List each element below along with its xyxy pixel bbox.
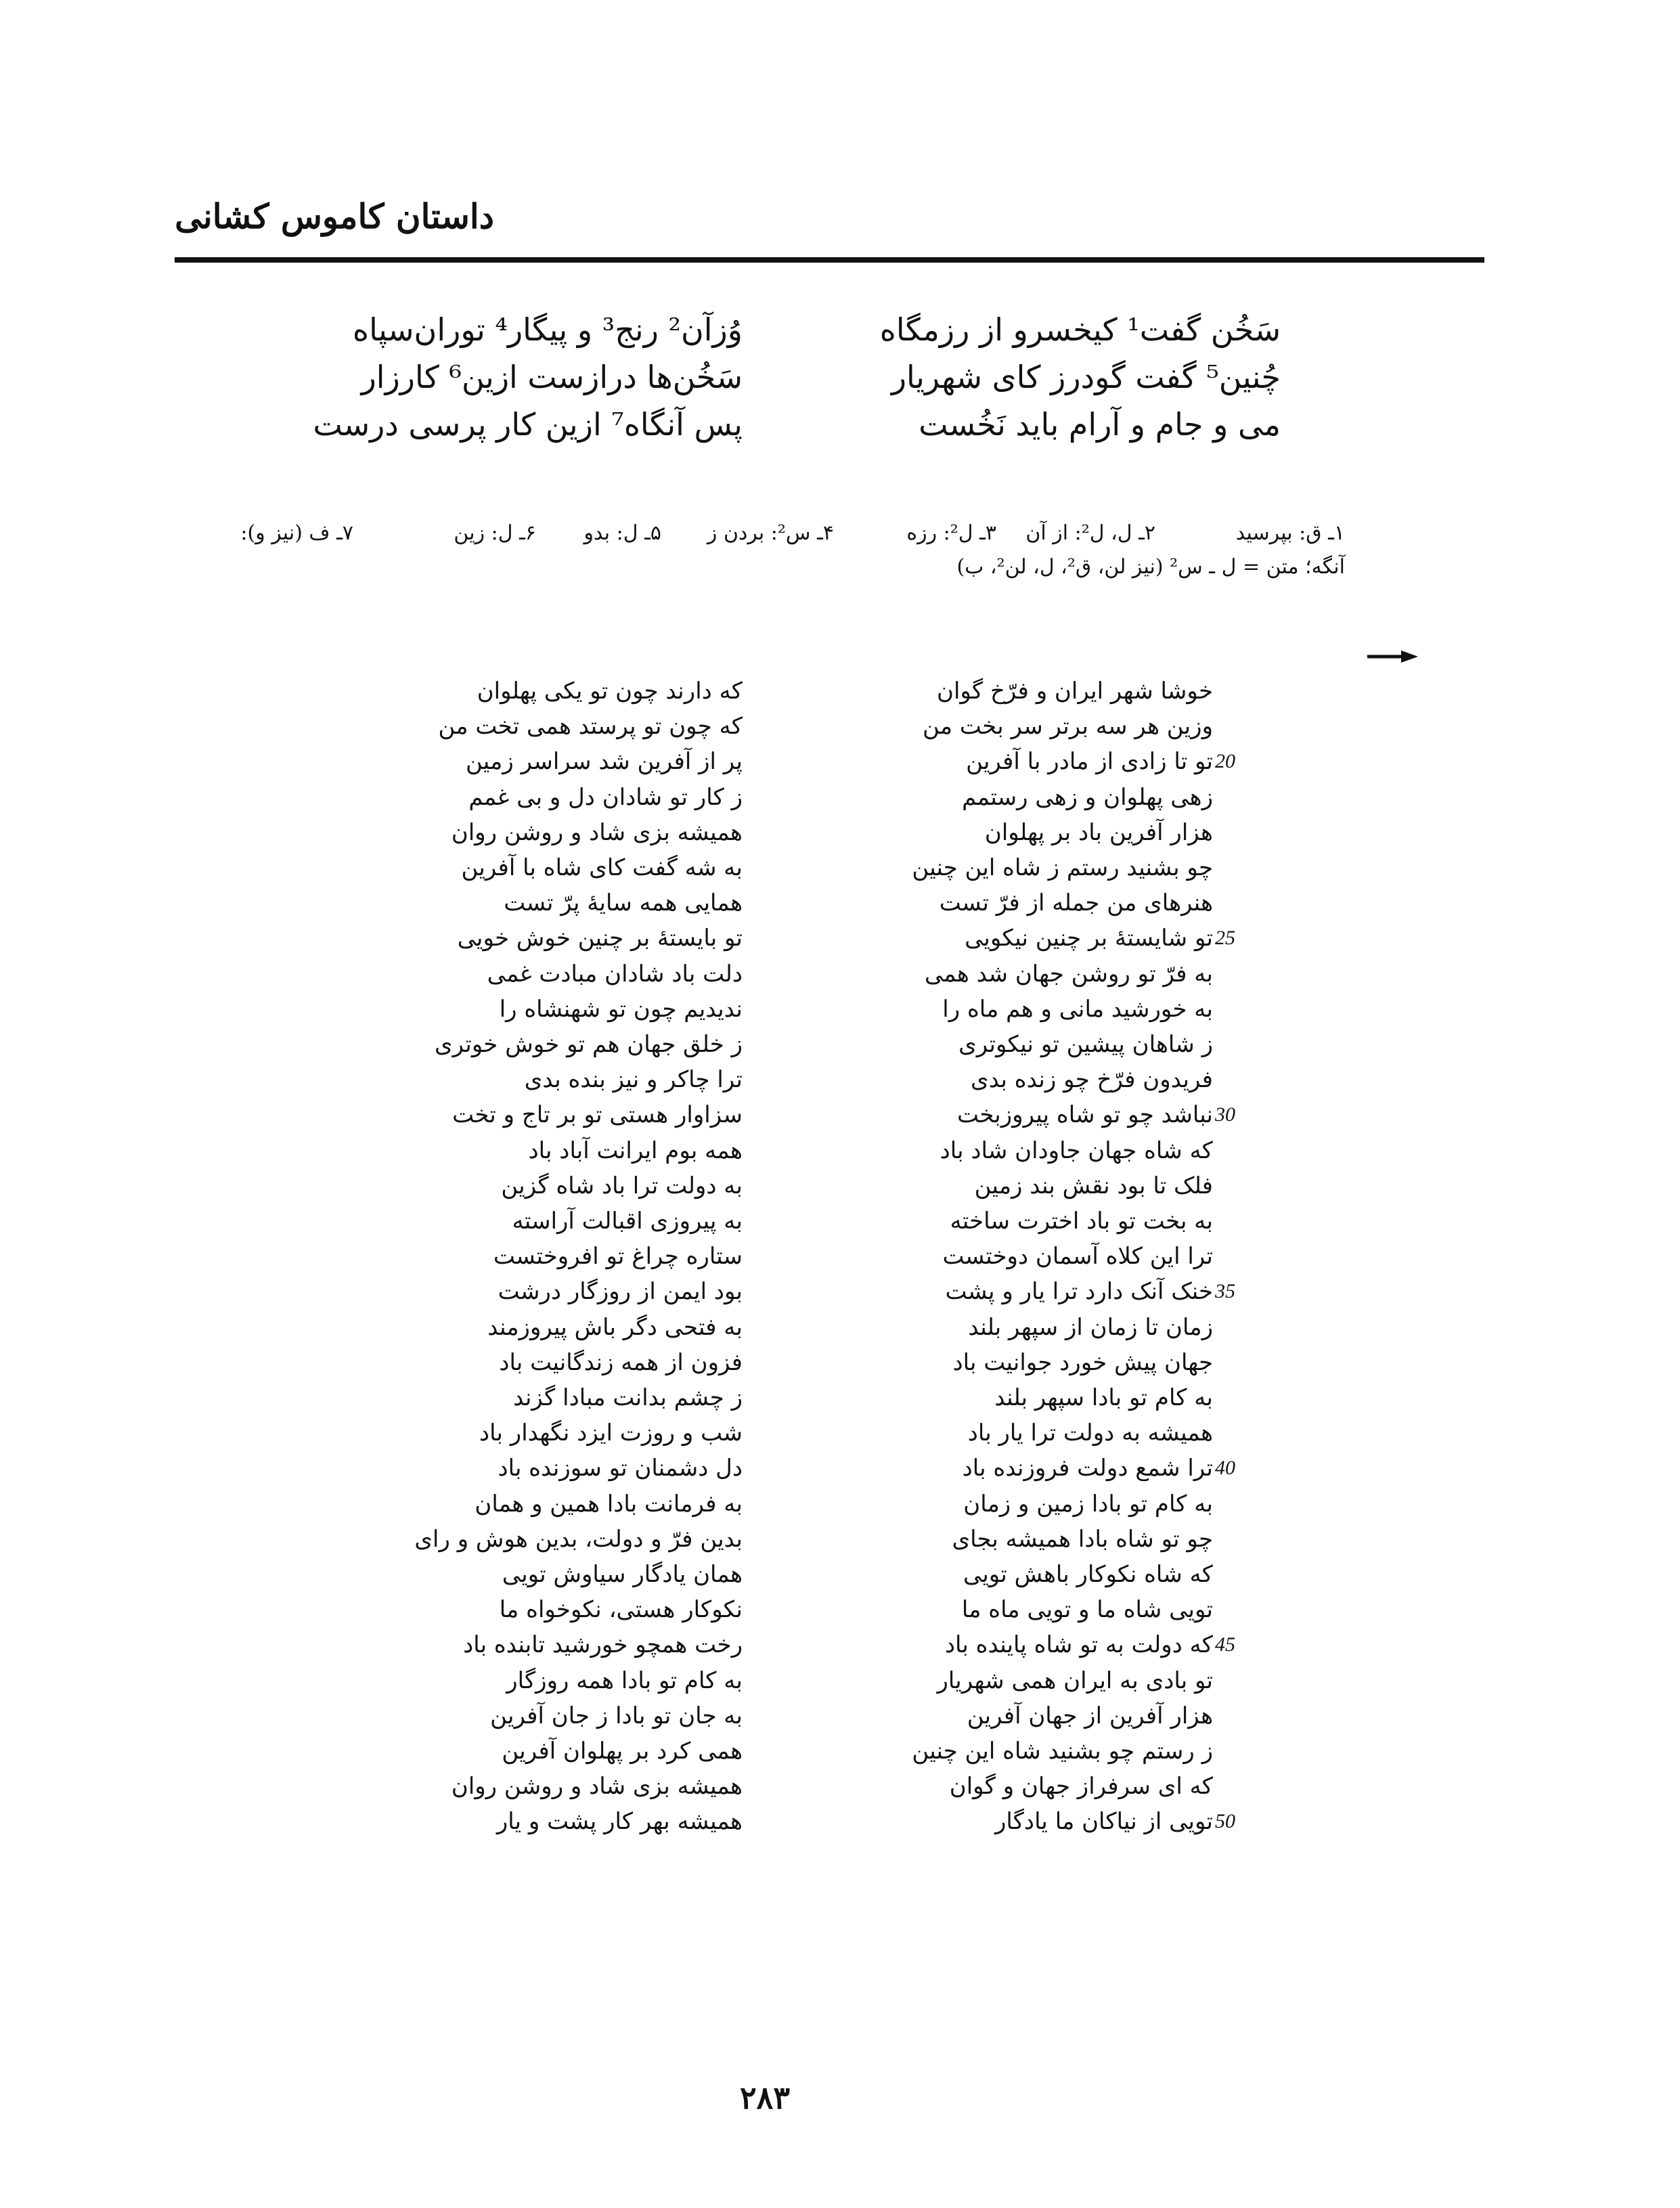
verse-hemistich-right: چو بشنید رستم ز شاه این چنین <box>912 854 1213 881</box>
footnote-5: ۵ـ ل: بدو <box>583 521 661 545</box>
right-arrow-icon <box>1367 648 1418 665</box>
verse-hemistich-right: که ای سرفراز جهان و گوان <box>949 1773 1213 1800</box>
verse-hemistich-right: فلک تا بود نقش بند زمین <box>974 1172 1213 1199</box>
verse-hemistich-right: جهان پیش خورد جوانیت باد <box>952 1349 1213 1376</box>
verse-hemistich-left: ز چشم بدانت مبادا گزند <box>513 1384 743 1411</box>
line-number: 30 <box>1215 1103 1235 1126</box>
line-number <box>1215 1133 1256 1168</box>
line-number <box>1215 815 1256 850</box>
verse-hemistich-left: بدین فرّ و دولت، بدین هوش و رای <box>414 1526 743 1553</box>
line-number: 40 <box>1215 1457 1235 1479</box>
verse-hemistich-right: هزار آفرین از جهان آفرین <box>967 1702 1213 1729</box>
footnote-6: ۶ـ ل: زین <box>454 521 536 545</box>
header-rule <box>175 257 1484 263</box>
verse-hemistich-left: به دولت ترا باد شاه گزین <box>501 1172 743 1199</box>
line-number <box>1215 1310 1256 1345</box>
verse-hemistich-right: همیشه به دولت ترا یار باد <box>967 1419 1213 1447</box>
line-number <box>1215 1698 1256 1734</box>
line-number <box>1215 1769 1256 1804</box>
verse-hemistich-left: همیشه بزی شاد و روشن روان <box>451 1773 743 1800</box>
line-number <box>1215 1663 1256 1698</box>
verse-hemistich-right: خوشا شهر ایران و فرّخ گوان <box>936 678 1213 705</box>
verse-hemistich-left: ز کار تو شادان دل و بی غمم <box>468 784 743 811</box>
stanza-hemistich-left: پس آنگاه⁷ ازین کار پرسی درست <box>313 406 743 443</box>
line-number <box>1215 1345 1256 1380</box>
verse-hemistich-left: فزون از همه زندگانیت باد <box>499 1349 743 1376</box>
verse-hemistich-left: همیشه بزی شاد و روشن روان <box>451 819 743 846</box>
verse-hemistich-left: به شه گفت کای شاه با آفرین <box>461 854 743 881</box>
verse-hemistich-right: خنک آنک دارد ترا یار و پشت <box>945 1278 1213 1305</box>
line-number <box>1215 992 1256 1027</box>
verse-hemistich-right: به بخت تو باد اخترت ساخته <box>950 1208 1213 1235</box>
verse-hemistich-right: ز رستم چو بشنید شاه این چنین <box>912 1738 1213 1765</box>
verse-hemistich-right: که دولت به تو شاه پاینده باد <box>944 1631 1213 1658</box>
verse-hemistich-left: به جان تو بادا ز جان آفرین <box>490 1702 743 1729</box>
footnote-continuation: آنگه؛ متن = ل ـ س² (نیز لن، ق²، ل، لن²، ب) <box>956 555 1345 579</box>
line-number <box>1215 1027 1256 1062</box>
verse-hemistich-right: هزار آفرین باد بر پهلوان <box>984 819 1213 846</box>
line-number <box>1215 1168 1256 1204</box>
verse-hemistich-right: تویی شاه ما و تویی ماه ما <box>961 1596 1213 1623</box>
line-number <box>1215 1380 1256 1415</box>
verse-hemistich-left: همیشه بهر کار پشت و یار <box>496 1808 743 1835</box>
verse-hemistich-left: ستاره چراغ تو افروختست <box>493 1243 743 1270</box>
footnote-7: ۷ـ ف (نیز و): <box>240 521 353 545</box>
verse-hemistich-right: فریدون فرّخ چو زنده بدی <box>971 1066 1213 1093</box>
verse-hemistich-right: ز شاهان پیشین تو نیکوتری <box>958 1031 1213 1058</box>
line-number <box>1215 956 1256 992</box>
verse-hemistich-right: هنرهای من جمله از فرّ تست <box>939 889 1213 917</box>
verse-hemistich-right: به خورشید مانی و هم ماه را <box>942 996 1213 1023</box>
line-number <box>1215 780 1256 815</box>
verse-hemistich-right: ترا شمع دولت فروزنده باد <box>962 1455 1213 1482</box>
verse-hemistich-left: سزاوار هستی تو بر تاج و تخت <box>452 1101 743 1128</box>
verse-hemistich-left: همان یادگار سیاوش تویی <box>502 1561 743 1588</box>
verse-hemistich-left: ز خلق جهان هم تو خوش خوتری <box>435 1031 743 1058</box>
line-number: 35 <box>1215 1280 1235 1302</box>
verse-hemistich-left: همایی همه سایهٔ پرّ تست <box>504 889 743 917</box>
stanza-hemistich-left: وُزآن² رنج³ و پیگار⁴ توران‌سپاه <box>353 311 743 348</box>
footnote-2: ۲ـ ل، ل²: از آن <box>1025 521 1155 545</box>
line-number <box>1215 1522 1256 1557</box>
line-number: 25 <box>1215 927 1235 949</box>
verse-hemistich-left: بود ایمن از روزگار درشت <box>498 1278 743 1305</box>
verse-hemistich-left: همی کرد بر پهلوان آفرین <box>502 1738 743 1765</box>
footnote-1: ۱ـ ق: بپرسید <box>1235 521 1345 545</box>
verse-hemistich-right: وزین هر سه برتر سر بخت من <box>922 713 1213 740</box>
line-number <box>1215 1557 1256 1592</box>
verse-hemistich-left: نکوکار هستی، نکوخواه ما <box>499 1596 743 1623</box>
verse-hemistich-left: رخت همچو خورشید تابنده باد <box>463 1631 743 1658</box>
page-number: ۲۸۳ <box>739 2079 791 2116</box>
verse-hemistich-left: شب و روزت ایزد نگهدار باد <box>479 1419 743 1447</box>
running-title: داستان کاموس کشانی <box>175 196 494 236</box>
verse-hemistich-left: دلت باد شادان مبادت غمی <box>487 961 743 988</box>
verse-hemistich-left: به فتحی دگر باش پیروزمند <box>487 1314 743 1341</box>
verse-hemistich-left: به پیروزی اقبالت آراسته <box>512 1208 743 1235</box>
verse-hemistich-left: که دارند چون تو یکی پهلوان <box>477 678 743 705</box>
verse-hemistich-right: ترا این کلاه آسمان دوختست <box>942 1243 1213 1270</box>
line-number: 50 <box>1215 1810 1235 1832</box>
footnote-3: ۳ـ ل²: رزه <box>906 521 996 545</box>
stanza-hemistich-left: سَخُن‌ها درازست ازین⁶ کارزار <box>361 359 743 395</box>
line-number <box>1215 674 1256 709</box>
verse-hemistich-right: تو شایستهٔ بر چنین نیکویی <box>965 925 1213 952</box>
verse-hemistich-right: به فرّ تو روشن جهان شد همی <box>924 961 1213 988</box>
line-number <box>1215 1592 1256 1627</box>
stanza-hemistich-right: سَخُن گفت¹ کیخسرو از رزمگاه <box>879 311 1281 348</box>
line-number <box>1215 1204 1256 1239</box>
line-number: 45 <box>1215 1633 1235 1656</box>
verse-hemistich-right: زمان تا زمان از سپهر بلند <box>968 1314 1213 1341</box>
verse-hemistich-right: به کام تو بادا سپهر بلند <box>994 1384 1213 1411</box>
footnote-row <box>0 521 1680 551</box>
verse-hemistich-right: تویی از نیاکان ما یادگار <box>994 1808 1213 1835</box>
line-number <box>1215 1415 1256 1451</box>
line-number <box>1215 885 1256 921</box>
stanza-hemistich-right: چُنین⁵ گفت گودرز کای شهریار <box>891 359 1281 395</box>
verse-hemistich-left: تو بایستهٔ بر چنین خوش خویی <box>457 925 743 952</box>
verse-hemistich-left: به کام تو بادا همه روزگار <box>506 1667 743 1694</box>
line-number <box>1215 1486 1256 1522</box>
verse-hemistich-left: به فرمانت بادا همین و همان <box>474 1491 743 1518</box>
line-number <box>1215 709 1256 744</box>
line-number <box>1215 1734 1256 1769</box>
verse-hemistich-left: ندیدیم چون تو شهنشاه را <box>499 996 743 1023</box>
verse-hemistich-left: دل دشمنان تو سوزنده باد <box>498 1455 743 1482</box>
line-number <box>1215 1062 1256 1097</box>
verse-hemistich-right: نباشد چو تو شاه پیروزبخت <box>956 1101 1213 1128</box>
verse-hemistich-left: که چون تو پرستد همی تخت من <box>438 713 743 740</box>
verse-hemistich-right: که شاه نکوکار باهش تویی <box>963 1561 1213 1588</box>
verse-hemistich-left: ترا چاکر و نیز بنده بدی <box>524 1066 743 1093</box>
verse-hemistich-right: تو بادی به ایران همی شهریار <box>937 1667 1213 1694</box>
line-number <box>1215 850 1256 885</box>
verse-hemistich-right: تو تا زادی از مادر با آفرین <box>966 748 1213 775</box>
verse-hemistich-left: همه بوم ایرانت آباد باد <box>528 1137 743 1164</box>
verse-hemistich-right: که شاه جهان جاودان شاد باد <box>940 1137 1213 1164</box>
line-number: 20 <box>1215 750 1235 772</box>
verse-hemistich-right: چو تو شاه بادا همیشه بجای <box>952 1526 1213 1553</box>
line-number <box>1215 1239 1256 1274</box>
verse-hemistich-left: پر از آفرین شد سراسر زمین <box>466 748 743 775</box>
footnote-4: ۴ـ س²: بردن ز <box>707 521 834 545</box>
verse-hemistich-right: زهی پهلوان و زهی رستمم <box>962 784 1213 811</box>
verse-hemistich-right: به کام تو بادا زمین و زمان <box>963 1491 1213 1518</box>
stanza-hemistich-right: می و جام و آرام باید نَخُست <box>919 406 1281 443</box>
